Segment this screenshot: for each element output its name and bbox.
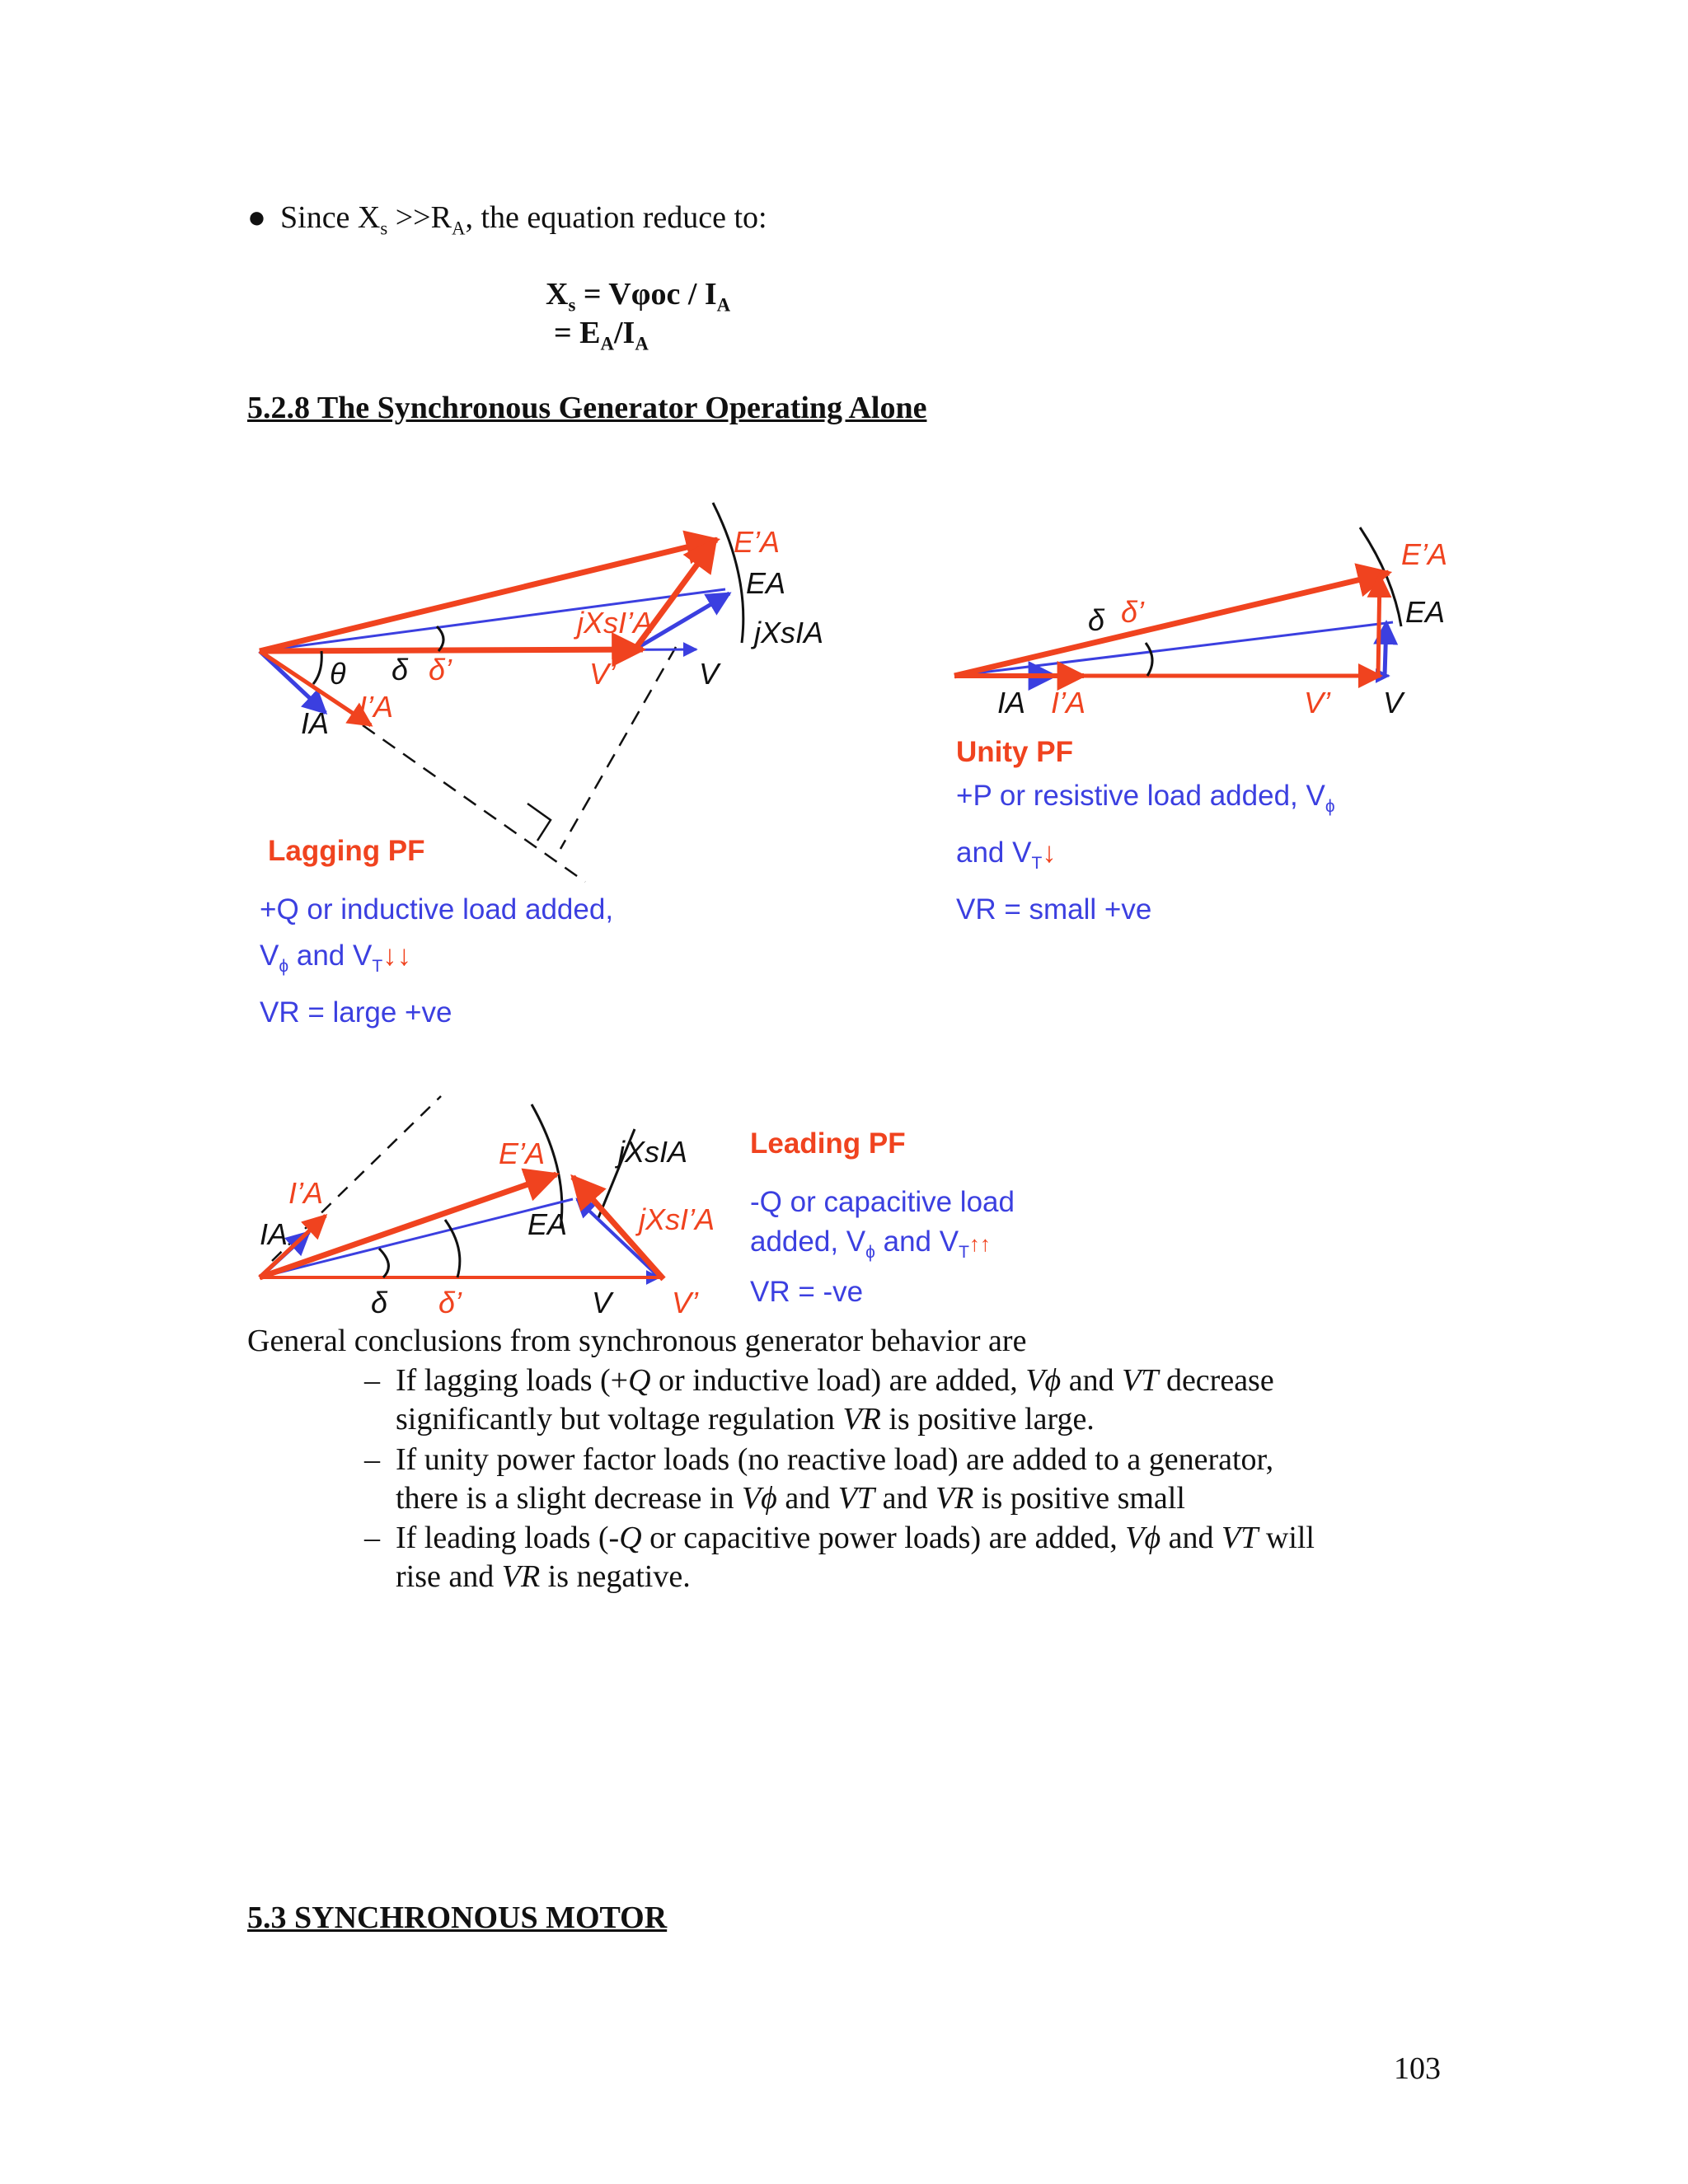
unity-blue-ea-line [954,622,1393,676]
lead-label-e-prime: E’A [499,1137,546,1170]
leading-pf-caption [750,1183,1245,1308]
lag-label-v: V [699,657,720,691]
leading-pf-title: Leading PF [750,1127,906,1160]
unity-jxsia-prime-arrow [1378,575,1380,676]
c3-b: or capacitive power loads) are added, [641,1521,1126,1555]
unity-caption-line3: VR = small +ve [956,893,1152,926]
equation-line-1 [546,276,730,316]
unity-label-e: EA [1405,595,1446,629]
unity-label-v: V [1383,686,1404,719]
lag-label-delta: δ [392,653,409,687]
lagging-pf-title: Lagging PF [268,835,425,867]
lagging-pf-caption [260,887,853,1029]
lead-cap-and-v: and V [874,1226,959,1258]
lag-cap-v: V [260,940,279,972]
unity-label-v-prime: V’ [1304,686,1331,719]
c2-c: and [874,1481,935,1516]
lead-label-v: V [592,1286,612,1319]
unity-caption-line2 [956,830,1451,887]
eq-lhs-sub: s [568,294,576,316]
lead-cap-t: T [959,1243,969,1262]
c2-b: and [776,1481,838,1516]
conc3-line1 [396,1519,1315,1558]
c1-d: decrease [1158,1363,1274,1398]
unity-caption-line1 [956,773,1451,830]
unity-pf-diagram [948,511,1459,725]
unity-delta-arc [1146,643,1152,676]
lag-label-i: IA [301,706,330,740]
lag-v-prime-arrow [260,649,643,651]
lead-caption-line1: -Q or capacitive load [750,1186,1015,1218]
eq-rhs-sub: A [716,294,731,316]
bullet-text-suffix: , the equation reduce to: [465,200,767,235]
c3-vphi: Vϕ [1125,1521,1161,1555]
eq2-mid: /I [613,316,635,350]
unity-cap-text: +P or resistive load added, V [956,780,1325,812]
lag-delta-arc [437,626,443,651]
bullet-text-prefix: Since X [280,200,381,235]
lag-label-e-prime: E’A [734,525,781,559]
eq-lhs: X [546,277,569,312]
lag-caption-line2 [260,933,853,990]
lead-label-i-prime: I’A [288,1176,324,1210]
conclusion-item-1 [364,1361,1274,1439]
lead-label-v-prime: V’ [672,1286,699,1319]
eq-rhs: = Vφoc / I [575,277,717,312]
unity-label-delta-prime: δ’ [1121,595,1145,629]
conc2-line1: If unity power factor loads (no reactive load) are added to a generator, [396,1442,1274,1477]
unity-label-e-prime: E’A [1401,537,1448,571]
lag-label-e: EA [746,566,786,600]
lag-cap-t: T [372,957,383,976]
c3-vt: VT [1221,1521,1259,1555]
c2-vphi: Vϕ [741,1481,777,1516]
lead-cap-arrows: ↑↑ [968,1231,991,1256]
section-heading-528: 5.2.8 The Synchronous Generator Operating Alone [247,391,927,425]
c3-q: Q [619,1521,642,1555]
unity-pf-title: Unity PF [956,736,1073,768]
lead-caption-line3: VR = -ve [750,1276,864,1308]
conclusion-dash: – [364,1363,380,1398]
conc1-line1 [396,1361,1274,1400]
lead-cap-added-v: added, V [750,1226,866,1258]
bullet-sub-s: s [380,218,388,239]
lag-right-angle [528,804,551,841]
leading-pf-diagram [247,1096,725,1319]
lead-delta-arc [379,1249,388,1277]
lag-label-delta-prime: δ’ [429,653,452,687]
unity-cap-arrow: ↓ [1042,837,1057,869]
c1-q: Q [628,1363,651,1398]
c3-vr: VR [501,1559,541,1594]
lead-blue-ea-line [260,1199,573,1277]
equation-line-2 [554,315,649,355]
c1-l2b: is positive large. [880,1402,1095,1436]
lag-label-jxsia-prime: jXsI’A [577,606,654,640]
c1-a: If lagging loads (+ [396,1363,629,1398]
c1-vt: VT [1122,1363,1159,1398]
page-number: 103 [1394,2051,1441,2086]
eq2-sub1: A [600,333,614,354]
c3-l2a: rise and [396,1559,502,1594]
c3-c: and [1160,1521,1222,1555]
eq2-sub2: A [635,333,649,354]
unity-label-i-prime: I’A [1051,686,1086,719]
lag-dashed-from-v [560,647,676,849]
unity-label-delta: δ [1088,603,1105,637]
lag-label-theta: θ [330,657,346,691]
conc1-line2 [396,1400,1274,1439]
lag-cap-phi: ϕ [279,957,289,976]
lead-label-e: EA [528,1207,568,1241]
lag-theta-arc [313,651,321,684]
intro-bullet [247,199,767,240]
unity-ea-prime-arrow [954,573,1389,676]
lead-label-jxsia: jXsIA [618,1135,688,1169]
c3-d: will [1258,1521,1315,1555]
unity-label-i: IA [997,686,1026,719]
lead-label-jxsia-prime: jXsI’A [639,1202,715,1236]
conclusion-dash: – [364,1442,380,1477]
conclusions-intro: General conclusions from synchronous generator behavior are [247,1324,1027,1358]
c2-vr: VR [935,1481,974,1516]
lag-cap-and-v: and V [288,940,373,972]
c1-vphi: Vϕ [1025,1363,1062,1398]
lead-caption-line2 [750,1222,1245,1272]
lag-caption-line1: +Q or inductive load added, [260,893,614,926]
bullet-sub-a: A [451,218,466,239]
c2-d: is positive small [973,1481,1185,1516]
c1-c: and [1061,1363,1123,1398]
lag-label-i-prime: I’A [359,690,394,724]
conclusion-item-3 [364,1519,1315,1596]
eq2-prefix: = E [554,316,601,350]
lag-cap-arrows: ↓↓ [382,940,412,972]
lead-label-delta-prime: δ’ [438,1286,462,1319]
lead-label-i: IA [260,1217,288,1251]
unity-cap-and-v: and V [956,837,1032,869]
unity-jxsia-arrow [1385,622,1386,676]
c1-b: or inductive load) are added, [650,1363,1026,1398]
lag-caption-line3: VR = large +ve [260,996,452,1029]
conclusion-item-2 [364,1441,1274,1518]
c3-l2b: is negative. [540,1559,691,1594]
lead-label-delta: δ [371,1286,388,1319]
c1-vr: VR [842,1402,881,1436]
lag-label-jxsia: jXsIA [754,616,824,649]
unity-cap-phi: ϕ [1325,797,1335,816]
bullet-dot: ● [247,200,266,235]
unity-pf-caption [956,773,1451,926]
lag-label-v-prime: V’ [589,657,617,691]
lead-cap-phi: ϕ [865,1243,875,1262]
conclusion-dash: – [364,1521,380,1555]
c2-a: there is a slight decrease in [396,1481,742,1516]
conc3-line2 [396,1558,1315,1596]
bullet-text-mid: >>R [387,200,452,235]
conc2-line2 [396,1479,1273,1518]
c2-vt: VT [837,1481,875,1516]
c3-a: If leading loads (- [396,1521,620,1555]
unity-cap-t: T [1031,854,1043,873]
section-heading-53: 5.3 SYNCHRONOUS MOTOR [247,1900,668,1935]
c1-l2a: significantly but voltage regulation [396,1402,843,1436]
lag-locus-arc [713,503,743,643]
